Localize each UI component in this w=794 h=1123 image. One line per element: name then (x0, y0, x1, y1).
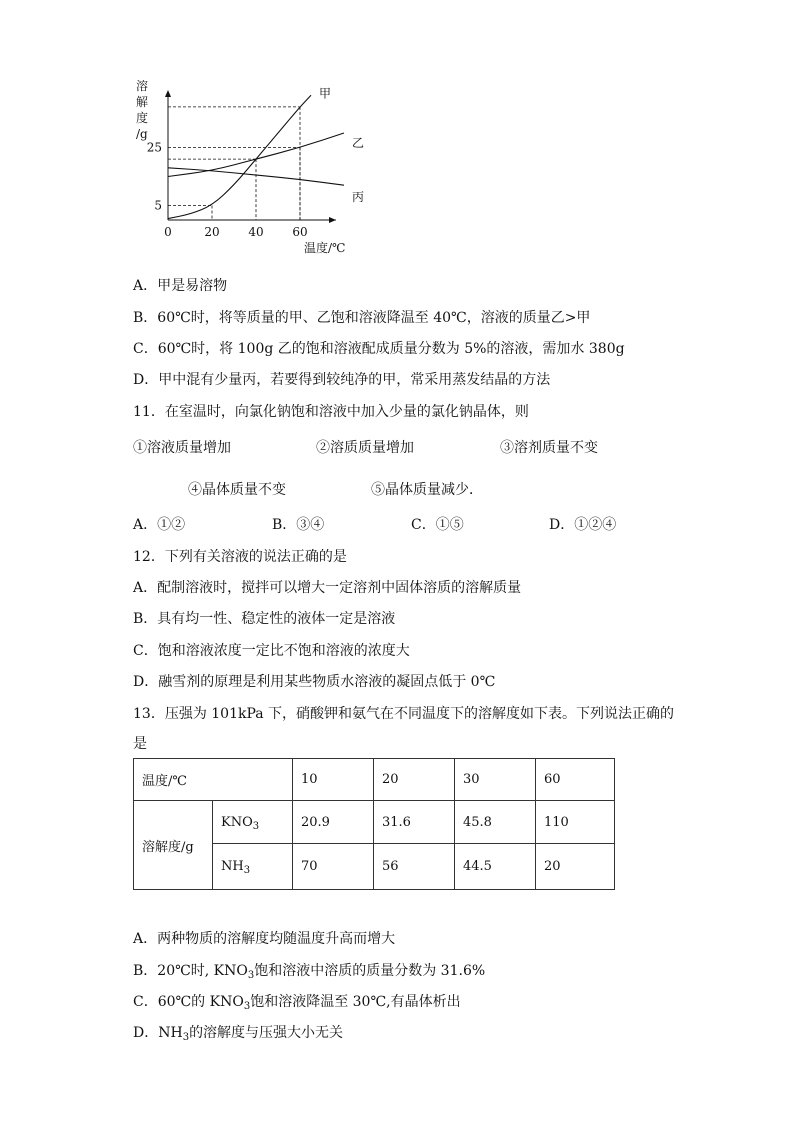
y-tick-label: 5 (154, 198, 162, 213)
q10-option-d: D．甲中混有少量丙，若要得到较纯净的甲，常采用蒸发结晶的方法 (133, 372, 551, 388)
q11-stem: 11．在室温时，向氯化钠饱和溶液中加入少量的氯化钠晶体，则 (133, 404, 529, 420)
q11-option-c: C．①⑤ (411, 517, 464, 533)
series-label-1: 乙 (352, 136, 365, 150)
q10-option-c: C．60℃时，将 100g 乙的饱和溶液配成质量分数为 5%的溶液，需加水 380g (133, 341, 625, 357)
chart-axes (165, 90, 336, 223)
table-row (134, 801, 615, 844)
table-substance: $NH_3$ (213, 844, 293, 890)
q13-stem-line2: 是 (133, 736, 147, 752)
series-curve-0 (168, 95, 311, 218)
table-cell: 20 (536, 844, 615, 890)
q11-item-5: ⑤晶体质量减少． (371, 482, 483, 498)
table-cell: 45.8 (455, 801, 536, 844)
table-cell: 31.6 (374, 801, 455, 844)
solubility-table (133, 758, 615, 890)
x-axis-label: 温度/℃ (304, 241, 346, 255)
x-tick-label: 20 (204, 225, 220, 239)
y-axis-label: 溶 (136, 80, 149, 93)
table-temp: 10 (293, 759, 374, 801)
q12-option-a: A．配制溶液时，搅拌可以增大一定溶剂中固体溶质的溶解质量 (133, 580, 522, 596)
q13-option-a: A．两种物质的溶解度均随温度升高而增大 (133, 931, 396, 947)
y-tick-label: 25 (146, 140, 162, 155)
q13-option-d: D．$NH_3$的溶解度与压强大小无关 (133, 1025, 344, 1043)
q11-option-b: B．③④ (272, 517, 325, 533)
q12-option-d: D．融雪剂的原理是利用某些物质水溶液的凝固点低于 0℃ (133, 674, 496, 690)
y-axis-label: /g (136, 127, 148, 141)
table-substance: $KNO_3$ (213, 801, 293, 844)
series-label-2: 丙 (352, 190, 365, 205)
table-header-label: 温度/℃ (134, 759, 293, 801)
q11-item-1: ①溶液质量增加 (133, 440, 231, 456)
x-tick-label: 40 (248, 225, 264, 239)
table-header-row (134, 759, 615, 801)
table-cell: 110 (536, 801, 615, 844)
y-axis-label: 度 (136, 111, 149, 125)
q11-item-3: ③溶剂质量不变 (500, 440, 598, 456)
q11-item-4: ④晶体质量不变 (188, 482, 286, 498)
chart-guides (168, 107, 300, 220)
x-axis-arrow (329, 217, 336, 223)
table-temp: 30 (455, 759, 536, 801)
x-tick-label: 0 (164, 225, 172, 239)
q12-stem: 12．下列有关溶液的说法正确的是 (133, 549, 347, 565)
table-temp: 20 (374, 759, 455, 801)
table-cell: 70 (293, 844, 374, 890)
table-cell: 20.9 (293, 801, 374, 844)
table-temp: 60 (536, 759, 615, 801)
q13-option-c: C．60℃的 $KNO_3$饱和溶液降温至 30℃,有晶体析出 (133, 994, 461, 1012)
q11-item-2: ②溶质质量增加 (316, 440, 414, 456)
q10-option-b: B．60℃时，将等质量的甲、乙饱和溶液降温至 40℃，溶液的质量乙>甲 (133, 310, 591, 326)
q11-option-d: D．①②④ (549, 517, 617, 533)
table-cell: 56 (374, 844, 455, 890)
q13-stem-line1: 13．压强为 101kPa 下，硝酸钾和氨气在不同温度下的溶解度如下表。下列说法正确的 (133, 706, 675, 722)
table-cell: 44.5 (455, 844, 536, 890)
table-group-label: 溶解度/g (134, 801, 213, 890)
series-label-0: 甲 (319, 86, 332, 101)
x-tick-label: 60 (292, 225, 308, 239)
solubility-chart (130, 80, 370, 260)
q13-option-b: B．20℃时, $KNO_3$饱和溶液中溶质的质量分数为 31.6% (133, 963, 486, 981)
y-axis-arrow (165, 90, 171, 97)
q10-option-a: A．甲是易溶物 (133, 278, 228, 294)
y-axis-label: 解 (136, 95, 149, 109)
q11-option-a: A．①② (133, 517, 186, 533)
q12-option-c: C．饱和溶液浓度一定比不饱和溶液的浓度大 (133, 643, 410, 659)
q12-option-b: B．具有均一性、稳定性的液体一定是溶液 (133, 611, 396, 627)
